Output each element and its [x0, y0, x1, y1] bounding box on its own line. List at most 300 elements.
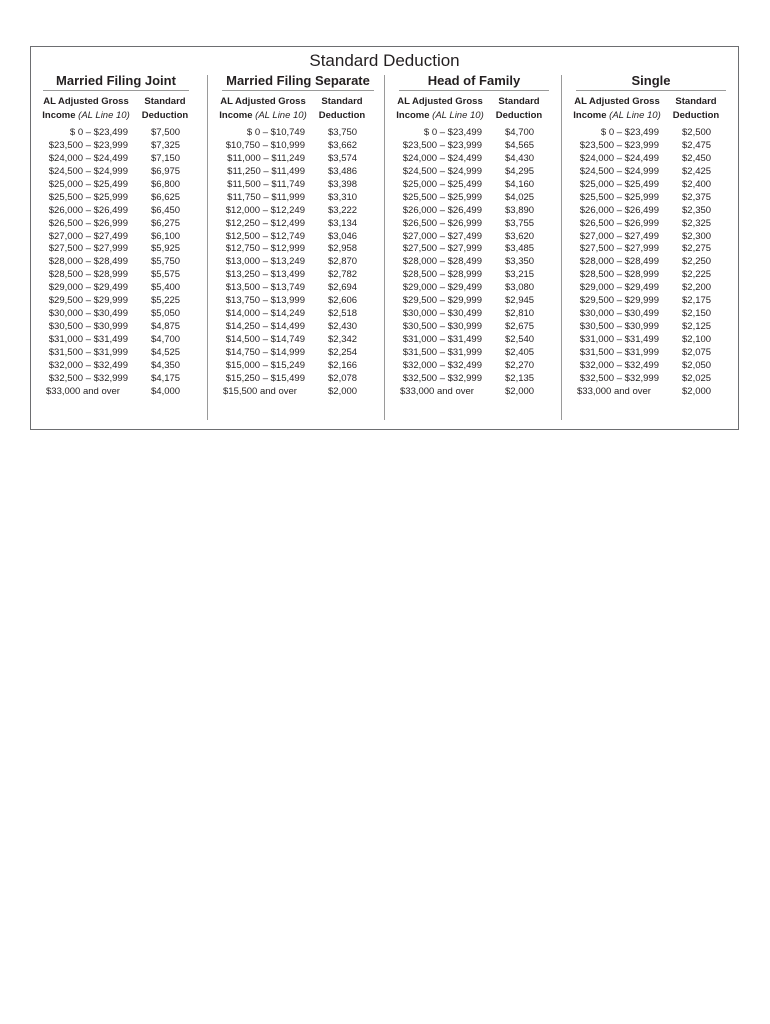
- income-label: [385, 95, 495, 123]
- deduction-amount: $2,000: [328, 385, 358, 397]
- table-row: [31, 153, 203, 166]
- income-range: $32,000 – $32,499: [402, 359, 482, 371]
- deduction-amount: $2,150: [682, 308, 712, 320]
- deduction-amount: $2,078: [328, 372, 358, 384]
- income-range: $33,000 and over: [46, 385, 120, 397]
- deduction-amount: $3,485: [505, 243, 535, 255]
- income-label: [562, 95, 672, 123]
- income-label-line1: AL Adjusted Gross: [220, 96, 306, 107]
- deduction-amount: $6,275: [151, 217, 181, 229]
- deduction-amount: $5,050: [151, 308, 181, 320]
- deduction-label-line1: Standard: [498, 96, 540, 107]
- income-range: $25,000 – $25,499: [402, 178, 482, 190]
- table-row: [385, 179, 557, 192]
- income-range: $14,500 – $14,749: [225, 334, 305, 345]
- table-row: [562, 334, 734, 347]
- deduction-amount: $2,475: [682, 139, 712, 151]
- table-row: [208, 231, 380, 244]
- deduction-amount: $6,450: [151, 204, 181, 216]
- deduction-amount: $2,250: [682, 256, 712, 268]
- deduction-label-line2: Deduction: [495, 110, 543, 121]
- deduction-amount: $2,025: [682, 372, 712, 384]
- income-label-line1: AL Adjusted Gross: [43, 96, 129, 107]
- income-range: $31,500 – $31,999: [402, 346, 482, 358]
- income-range: $26,000 – $26,499: [579, 204, 659, 216]
- deduction-amount: $2,325: [682, 217, 712, 229]
- income-range: $26,500 – $26,999: [48, 217, 128, 229]
- deduction-amount: $2,275: [682, 243, 712, 255]
- deduction-amount: $2,125: [682, 321, 712, 333]
- income-range: $13,250 – $13,499: [225, 269, 305, 281]
- column-heading: Head of Family: [399, 73, 549, 91]
- income-range: $26,500 – $26,999: [402, 217, 482, 229]
- table-row: [562, 360, 734, 373]
- deduction-amount: $2,694: [328, 282, 358, 294]
- deduction-amount: $2,135: [505, 372, 535, 384]
- deduction-amount: $3,755: [505, 217, 535, 229]
- table-row: [208, 295, 380, 308]
- deduction-rows: [562, 127, 734, 399]
- deduction-amount: $5,575: [151, 269, 181, 281]
- income-range: $26,000 – $26,499: [48, 204, 128, 216]
- income-range: $32,000 – $32,499: [579, 359, 659, 371]
- column-subheader: [385, 95, 557, 123]
- deduction-amount: $3,310: [328, 191, 358, 203]
- table-row: [385, 360, 557, 373]
- deduction-amount: $2,782: [328, 269, 358, 281]
- income-range: $25,500 – $25,999: [48, 191, 128, 203]
- income-range: $26,000 – $26,499: [402, 204, 482, 216]
- table-row: [385, 218, 557, 231]
- income-range: $11,250 – $11,499: [227, 165, 305, 177]
- deduction-label-line1: Standard: [675, 96, 717, 107]
- deduction-amount: $6,625: [151, 191, 181, 203]
- income-range: $12,500 – $12,749: [225, 230, 305, 242]
- income-range: $28,500 – $28,999: [402, 269, 482, 281]
- table-row: [31, 179, 203, 192]
- table-row: [562, 192, 734, 205]
- income-range: $14,750 – $14,999: [225, 346, 305, 358]
- income-range: $28,000 – $28,499: [48, 256, 128, 268]
- table-row: [31, 140, 203, 153]
- income-range: $24,000 – $24,499: [579, 152, 659, 164]
- deduction-rows: [31, 127, 203, 399]
- table-row: [208, 334, 380, 347]
- income-label-prefix: Income: [219, 110, 253, 121]
- income-range: $25,000 – $25,499: [48, 178, 128, 190]
- deduction-amount: $4,430: [505, 152, 535, 164]
- deduction-amount: $7,150: [151, 152, 181, 164]
- deduction-amount: $2,425: [682, 165, 712, 177]
- table-row: [208, 321, 380, 334]
- income-label-note: (AL Line 10): [78, 110, 130, 121]
- income-range: $14,250 – $14,499: [225, 321, 305, 333]
- table-row: [31, 321, 203, 334]
- table-row: [385, 192, 557, 205]
- table-row: [31, 386, 203, 399]
- deduction-label-line2: Deduction: [141, 110, 189, 121]
- deduction-amount: $2,166: [328, 359, 358, 371]
- deduction-amount: $3,398: [328, 178, 358, 190]
- table-row: [385, 347, 557, 360]
- table-row: [208, 192, 380, 205]
- income-range: $32,500 – $32,999: [48, 372, 128, 384]
- deduction-amount: $2,518: [328, 308, 358, 320]
- deduction-label: [672, 95, 720, 123]
- income-range: $14,000 – $14,249: [225, 308, 305, 320]
- deduction-amount: $3,215: [505, 269, 535, 281]
- table-row: [31, 243, 203, 256]
- deduction-amount: $2,870: [328, 256, 358, 268]
- table-row: [385, 308, 557, 321]
- deduction-amount: $7,325: [151, 139, 181, 151]
- income-range: $31,000 – $31,499: [48, 334, 128, 345]
- income-range: $23,500 – $23,999: [402, 139, 482, 151]
- deduction-label: [141, 95, 189, 123]
- income-range: $13,500 – $13,749: [225, 282, 305, 294]
- table-row: [31, 166, 203, 179]
- table-row: [208, 360, 380, 373]
- deduction-amount: $3,350: [505, 256, 535, 268]
- income-range: $27,500 – $27,999: [579, 243, 659, 255]
- table-row: [385, 166, 557, 179]
- deduction-amount: $5,400: [151, 282, 181, 294]
- table-row: [208, 308, 380, 321]
- table-row: [208, 347, 380, 360]
- deduction-amount: $3,890: [505, 204, 535, 216]
- deduction-amount: $2,540: [505, 334, 535, 345]
- deduction-amount: $2,606: [328, 295, 358, 307]
- income-range: $27,000 – $27,499: [402, 230, 482, 242]
- table-row: [562, 256, 734, 269]
- deduction-label: [495, 95, 543, 123]
- table-row: [562, 153, 734, 166]
- income-range: $30,000 – $30,499: [402, 308, 482, 320]
- column-subheader: [208, 95, 380, 123]
- deduction-amount: $2,500: [682, 127, 712, 138]
- income-label-line2: [31, 109, 141, 123]
- deduction-amount: $5,225: [151, 295, 181, 307]
- income-label-prefix: Income: [396, 110, 430, 121]
- filing-column: [31, 73, 203, 399]
- table-row: [562, 321, 734, 334]
- deduction-amount: $2,675: [505, 321, 535, 333]
- income-label-note: (AL Line 10): [255, 110, 307, 121]
- deduction-amount: $2,945: [505, 295, 535, 307]
- table-row: [208, 179, 380, 192]
- deduction-label-line1: Standard: [321, 96, 363, 107]
- table-row: [562, 231, 734, 244]
- deduction-amount: $2,300: [682, 230, 712, 242]
- deduction-amount: $4,295: [505, 165, 535, 177]
- income-range: $11,000 – $11,249: [227, 152, 305, 164]
- deduction-amount: $2,810: [505, 308, 535, 320]
- table-row: [385, 269, 557, 282]
- deduction-rows: [208, 127, 380, 399]
- income-range: $30,500 – $30,999: [48, 321, 128, 333]
- income-range: $31,500 – $31,999: [48, 346, 128, 358]
- table-row: [208, 386, 380, 399]
- table-row: [208, 205, 380, 218]
- table-row: [562, 282, 734, 295]
- deduction-amount: $2,405: [505, 346, 535, 358]
- table-row: [31, 282, 203, 295]
- deduction-amount: $7,500: [151, 127, 181, 138]
- deduction-amount: $2,050: [682, 359, 712, 371]
- deduction-amount: $2,000: [682, 385, 712, 397]
- income-range: $32,000 – $32,499: [48, 359, 128, 371]
- income-range: $30,000 – $30,499: [48, 308, 128, 320]
- deduction-label: [318, 95, 366, 123]
- income-range: $12,000 – $12,249: [225, 204, 305, 216]
- deduction-amount: $4,565: [505, 139, 535, 151]
- income-range: $29,500 – $29,999: [48, 295, 128, 307]
- income-range: $33,000 and over: [400, 385, 474, 397]
- table-row: [385, 282, 557, 295]
- table-row: [562, 308, 734, 321]
- income-range: $29,000 – $29,499: [402, 282, 482, 294]
- deduction-amount: $3,080: [505, 282, 535, 294]
- table-row: [385, 127, 557, 140]
- income-range: $13,000 – $13,249: [225, 256, 305, 268]
- income-range: $ 0 – $10,749: [246, 127, 305, 138]
- income-range: $29,500 – $29,999: [402, 295, 482, 307]
- income-range: $29,000 – $29,499: [579, 282, 659, 294]
- income-label-line1: AL Adjusted Gross: [574, 96, 660, 107]
- deduction-amount: $4,175: [151, 372, 181, 384]
- table-row: [385, 295, 557, 308]
- income-label: [208, 95, 318, 123]
- deduction-amount: $4,000: [151, 385, 181, 397]
- deduction-amount: $3,620: [505, 230, 535, 242]
- deduction-amount: $4,875: [151, 321, 181, 333]
- table-row: [385, 386, 557, 399]
- deduction-amount: $2,200: [682, 282, 712, 294]
- table-row: [385, 373, 557, 386]
- table-row: [562, 269, 734, 282]
- table-row: [385, 205, 557, 218]
- deduction-amount: $3,662: [328, 139, 358, 151]
- income-label-prefix: Income: [42, 110, 76, 121]
- income-range: $11,500 – $11,749: [227, 178, 305, 190]
- column-heading: Married Filing Separate: [222, 73, 374, 91]
- income-range: $25,500 – $25,999: [579, 191, 659, 203]
- deduction-amount: $3,574: [328, 152, 358, 164]
- deduction-amount: $6,975: [151, 165, 181, 177]
- income-range: $27,500 – $27,999: [48, 243, 128, 255]
- income-label-line2: [208, 109, 318, 123]
- table-row: [562, 140, 734, 153]
- deduction-amount: $2,270: [505, 359, 535, 371]
- income-range: $27,000 – $27,499: [579, 230, 659, 242]
- income-range: $27,000 – $27,499: [48, 230, 128, 242]
- deduction-amount: $2,430: [328, 321, 358, 333]
- deduction-amount: $5,750: [151, 256, 181, 268]
- table-row: [385, 243, 557, 256]
- table-row: [31, 308, 203, 321]
- table-row: [208, 218, 380, 231]
- income-range: $27,500 – $27,999: [402, 243, 482, 255]
- deduction-amount: $5,925: [151, 243, 181, 255]
- table-row: [385, 334, 557, 347]
- table-row: [208, 256, 380, 269]
- column-heading: Married Filing Joint: [43, 73, 189, 91]
- deduction-amount: $2,254: [328, 346, 358, 358]
- filing-column: [208, 73, 380, 399]
- income-range: $24,500 – $24,999: [579, 165, 659, 177]
- table-row: [208, 373, 380, 386]
- income-range: $24,500 – $24,999: [402, 165, 482, 177]
- income-range: $15,000 – $15,249: [225, 359, 305, 371]
- table-row: [31, 373, 203, 386]
- deduction-label-line2: Deduction: [672, 110, 720, 121]
- table-row: [31, 334, 203, 347]
- table-row: [208, 127, 380, 140]
- income-range: $30,500 – $30,999: [402, 321, 482, 333]
- income-range: $28,500 – $28,999: [48, 269, 128, 281]
- income-label-line1: AL Adjusted Gross: [397, 96, 483, 107]
- income-range: $12,250 – $12,499: [225, 217, 305, 229]
- filing-column: [562, 73, 734, 399]
- income-range: $24,500 – $24,999: [48, 165, 128, 177]
- income-range: $32,500 – $32,999: [402, 372, 482, 384]
- table-row: [208, 166, 380, 179]
- table-row: [31, 218, 203, 231]
- deduction-amount: $2,075: [682, 346, 712, 358]
- deduction-amount: $2,400: [682, 178, 712, 190]
- income-range: $ 0 – $23,499: [600, 127, 659, 138]
- table-row: [385, 256, 557, 269]
- income-range: $24,000 – $24,499: [48, 152, 128, 164]
- deduction-amount: $2,350: [682, 204, 712, 216]
- table-row: [562, 205, 734, 218]
- table-row: [31, 360, 203, 373]
- table-row: [562, 218, 734, 231]
- table-row: [31, 205, 203, 218]
- table-row: [31, 295, 203, 308]
- table-row: [31, 269, 203, 282]
- table-row: [208, 140, 380, 153]
- deduction-label-line1: Standard: [144, 96, 186, 107]
- income-range: $15,250 – $15,499: [225, 372, 305, 384]
- income-range: $24,000 – $24,499: [402, 152, 482, 164]
- deduction-amount: $3,222: [328, 204, 358, 216]
- income-range: $25,500 – $25,999: [402, 191, 482, 203]
- table-row: [562, 373, 734, 386]
- table-row: [385, 321, 557, 334]
- income-range: $28,000 – $28,499: [579, 256, 659, 268]
- income-range: $23,500 – $23,999: [48, 139, 128, 151]
- income-label-note: (AL Line 10): [609, 110, 661, 121]
- income-label-line2: [385, 109, 495, 123]
- deduction-amount: $2,342: [328, 334, 358, 345]
- table-row: [208, 153, 380, 166]
- income-range: $13,750 – $13,999: [225, 295, 305, 307]
- table-row: [208, 282, 380, 295]
- deduction-rows: [385, 127, 557, 399]
- standard-deduction-panel: [30, 46, 739, 430]
- table-row: [31, 127, 203, 140]
- page-title: Standard Deduction: [309, 51, 460, 70]
- income-range: $ 0 – $23,499: [69, 127, 128, 138]
- table-row: [562, 179, 734, 192]
- table-row: [562, 166, 734, 179]
- deduction-amount: $2,958: [328, 243, 358, 255]
- income-range: $28,500 – $28,999: [579, 269, 659, 281]
- income-range: $11,750 – $11,999: [227, 191, 305, 203]
- income-label-prefix: Income: [573, 110, 607, 121]
- income-range: $32,500 – $32,999: [579, 372, 659, 384]
- deduction-amount: $3,750: [328, 127, 358, 138]
- deduction-amount: $3,134: [328, 217, 358, 229]
- deduction-amount: $2,375: [682, 191, 712, 203]
- deduction-amount: $2,450: [682, 152, 712, 164]
- table-row: [208, 243, 380, 256]
- income-range: $29,000 – $29,499: [48, 282, 128, 294]
- deduction-amount: $6,800: [151, 178, 181, 190]
- income-range: $10,750 – $10,999: [225, 139, 305, 151]
- income-label-line2: [562, 109, 672, 123]
- deduction-amount: $4,025: [505, 191, 535, 203]
- table-row: [385, 140, 557, 153]
- income-range: $12,750 – $12,999: [225, 243, 305, 255]
- income-range: $15,500 and over: [223, 385, 297, 397]
- deduction-amount: $3,486: [328, 165, 358, 177]
- deduction-amount: $4,700: [151, 334, 181, 345]
- table-row: [562, 243, 734, 256]
- table-row: [31, 256, 203, 269]
- income-range: $33,000 and over: [577, 385, 651, 397]
- deduction-amount: $6,100: [151, 230, 181, 242]
- deduction-amount: $4,350: [151, 359, 181, 371]
- deduction-amount: $4,700: [505, 127, 535, 138]
- income-label-note: (AL Line 10): [432, 110, 484, 121]
- table-row: [31, 231, 203, 244]
- deduction-amount: $2,225: [682, 269, 712, 281]
- income-range: $30,000 – $30,499: [579, 308, 659, 320]
- income-range: $26,500 – $26,999: [579, 217, 659, 229]
- deduction-amount: $4,525: [151, 346, 181, 358]
- table-row: [208, 269, 380, 282]
- deduction-amount: $2,175: [682, 295, 712, 307]
- income-range: $23,500 – $23,999: [579, 139, 659, 151]
- table-row: [562, 386, 734, 399]
- deduction-amount: $2,100: [682, 334, 712, 345]
- income-range: $30,500 – $30,999: [579, 321, 659, 333]
- income-range: $28,000 – $28,499: [402, 256, 482, 268]
- table-row: [385, 231, 557, 244]
- deduction-label-line2: Deduction: [318, 110, 366, 121]
- deduction-amount: $2,000: [505, 385, 535, 397]
- income-range: $31,500 – $31,999: [579, 346, 659, 358]
- table-row: [562, 127, 734, 140]
- table-row: [562, 295, 734, 308]
- table-row: [385, 153, 557, 166]
- table-row: [31, 192, 203, 205]
- column-heading: Single: [576, 73, 726, 91]
- income-range: $31,000 – $31,499: [402, 334, 482, 345]
- table-row: [31, 347, 203, 360]
- income-range: $ 0 – $23,499: [423, 127, 482, 138]
- table-row: [562, 347, 734, 360]
- income-range: $31,000 – $31,499: [579, 334, 659, 345]
- income-label: [31, 95, 141, 123]
- column-subheader: [31, 95, 203, 123]
- column-subheader: [562, 95, 734, 123]
- income-range: $29,500 – $29,999: [579, 295, 659, 307]
- deduction-amount: $4,160: [505, 178, 535, 190]
- deduction-amount: $3,046: [328, 230, 358, 242]
